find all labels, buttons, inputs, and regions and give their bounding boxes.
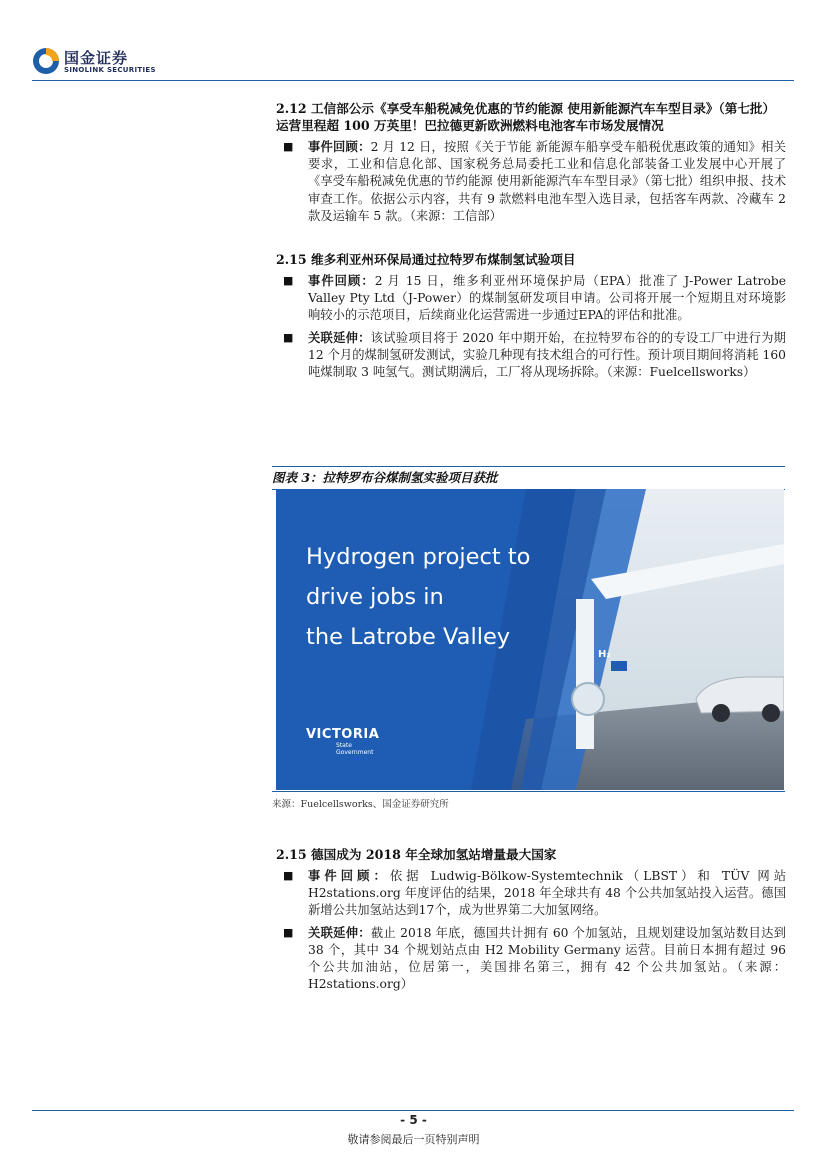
bullet-label: 事件回顾： <box>308 139 371 154</box>
list-item <box>276 924 786 994</box>
page-number: - 5 - <box>400 1113 427 1127</box>
lower-content <box>276 846 786 997</box>
square-bullet-icon: ■ <box>283 274 294 288</box>
brand-name-cn: 国金证券 <box>64 49 129 67</box>
victoria-logo-text: VICTORIA <box>306 727 380 742</box>
sinolink-logo-icon <box>32 47 60 75</box>
bullet-text: 截止 2018 年底，德国共计拥有 60 个加氢站，且规划建设加氢站数目达到 38 个，其中 34 个规划站点由 H2 Mobility Germany 运营。目前日本拥有超过 96 个公共加油站，位居第一，美国排名第三，拥有 42 个公共加氢站。（来源：H2stations.org） <box>308 925 786 992</box>
figure-source: 来源：Fuelcellsworks、国金证券研究所 <box>272 799 449 810</box>
bullet-label: 事件回顾： <box>308 273 375 289</box>
bullet-text: 2 月 15 日，维多利亚州环境保护局（EPA）批准了 J-Power Latrobe Valley Pty Ltd（J-Power）的煤制氢研发项目申请。公司将开展一个短期且对环境影响较小的示范项目，后续商业化运营需进一步通过EPA的评估和批准。 <box>308 274 786 323</box>
headline-line: Hydrogen project to <box>306 544 531 570</box>
headline-line: drive jobs in <box>306 584 444 610</box>
page-header <box>0 0 827 84</box>
square-bullet-icon: ■ <box>283 925 294 939</box>
station-sign: H₂ <box>598 649 611 660</box>
victoria-government-logo <box>306 727 379 756</box>
square-bullet-icon: ■ <box>283 140 294 153</box>
list-item <box>276 867 786 920</box>
figure-headline <box>306 537 530 657</box>
upper-content <box>276 100 786 385</box>
bullet-label: 关联延伸： <box>308 329 371 345</box>
bullet-label: 事件回顾： <box>308 868 390 883</box>
list-item <box>276 272 786 325</box>
figure-title: 图表 3：拉特罗布谷煤制氢实验项目获批 <box>272 466 785 490</box>
victoria-logo-sub: Government <box>336 749 374 756</box>
square-bullet-icon: ■ <box>283 330 294 344</box>
section-title: 2.12 工信部公示《享受车船税减免优惠的节约能源 使用新能源汽车车型目录》（第七批）运营里程超 100 万英里！巴拉德更新欧洲燃料电池客车市场发展情况 <box>276 101 776 133</box>
victoria-logo-sub: State <box>336 742 352 749</box>
list-item <box>276 329 786 382</box>
bullet-text: 依据 Ludwig-Bölkow-Systemtechnik（LBST）和 TÜV 网站 H2stations.org 年度评估的结果，2018 年全球共有 48 个公共加氢站投入运营。德国新增公共加氢站达到17个，成为世界第二大加氢网络。 <box>308 869 786 918</box>
headline-line: the Latrobe Valley <box>306 624 511 650</box>
figure-image <box>276 489 784 790</box>
bullet-text: 2 月 12 日，按照《关于节能 新能源车船享受车船税优惠政策的通知》相关要求，工业和信息化部、国家税务总局委托工业和信息化部装备工业发展中心开展了《享受车船税减免优惠的节约能源 使用新能源汽车车型目录》（第七批）组织申报、技术审查工作。依据公示内容，共有 9 款燃料电池车型入选目录，包括客车两款、冷藏车 2 款及运输车 5 款。（来源：工信部） <box>308 140 786 223</box>
square-bullet-icon: ■ <box>283 869 294 882</box>
header-divider <box>32 80 794 81</box>
brand-name-en: SINOLINK SECURITIES <box>64 66 156 74</box>
section-title: 2.15 维多利亚州环保局通过拉特罗布煤制氢试验项目 <box>276 252 576 268</box>
bullet-text: 该试验项目将于 2020 年中期开始，在拉特罗布谷的的专设工厂中进行为期 12 个月的煤制氢研发测试，实验几种现有技术组合的可行性。预计项目期间将消耗 160 吨煤制取 3 吨氢气。测试期满后，工厂将从现场拆除。（来源：Fuelcellsworks） <box>308 330 786 380</box>
section-title: 2.15 德国成为 2018 年全球加氢站增量最大国家 <box>276 847 557 862</box>
footer-divider <box>32 1110 794 1111</box>
bullet-label: 关联延伸： <box>308 924 371 940</box>
figure-divider <box>272 791 785 792</box>
footer-disclaimer: 敬请参阅最后一页特别声明 <box>347 1133 480 1146</box>
list-item <box>276 138 786 225</box>
